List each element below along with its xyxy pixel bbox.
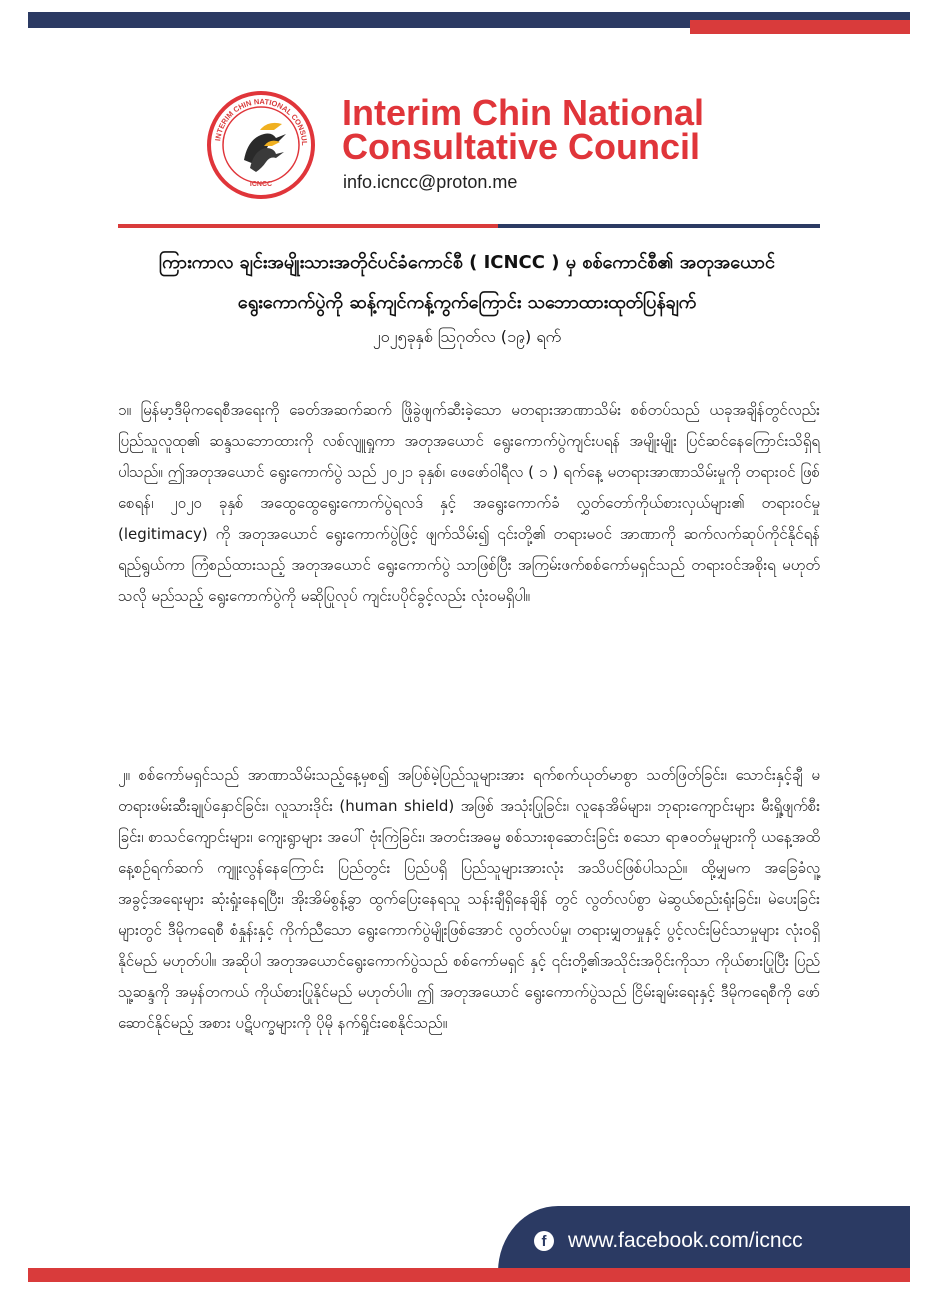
icncc-logo xyxy=(206,90,316,200)
paragraph-1: ၁။ မြန်မာ့ဒီမိုကရေစီအရေးကို ခေတ်အဆက်ဆက် ဖြိုခွဲဖျက်ဆီးခဲ့သော မတရားအာဏာသိမ်း စစ်တပ်သည် ယခုအချိန်တွင်လည်း ပြည်သူလူထု၏ ဆန္ဒသဘောထားကို လစ်လျူရှုကာ အတုအယောင် ရွေးကောက်ပွဲကျင်းပရန် အမျိုးမျိုး ပြင်ဆင်နေကြောင်းသိရှိရပါသည်။ ဤအတုအယောင် ရွေးကောက်ပွဲ သည် ၂၀၂၁ ခုနှစ်၊ ဖေဖော်ဝါရီလ ( ၁ ) ရက်နေ့ မတရားအာဏာသိမ်းမှုကို တရားဝင် ဖြစ်စေရန်၊ ၂၀၂၀ ခုနှစ် အထွေထွေရွေးကောက်ပွဲရလဒ် နှင့် အရွေးကောက်ခံ လွှတ်တော်ကိုယ်စားလှယ်များ၏ တရားဝင်မှု (legitimacy) ကို အတုအယောင် ရွေးကောက်ပွဲဖြင့် ဖျက်သိမ်း၍ ၎င်းတို့၏ တရားမဝင် အာဏာကို ဆက်လက်ဆုပ်ကိုင်နိုင်ရန် ရည်ရွယ်ကာ ကြံစည်ထားသည့် အတုအယောင် ရွေးကောက်ပွဲ သာဖြစ်ပြီး အကြမ်းဖက်စစ်ကော်မရှင်သည် တရားဝင်အစိုးရ မဟုတ်သလို မည်သည့် ရွေးကောက်ပွဲကို မဆိုပြုလုပ် ကျင်းပပိုင်ခွင့်လည်း လုံးဝမရှိပါ။ xyxy=(118,401,820,605)
organization-name xyxy=(342,92,705,167)
org-name-line2: Consultative Council xyxy=(342,126,701,167)
header-divider xyxy=(118,224,820,228)
contact-email: info.icncc@proton.me xyxy=(343,172,518,192)
top-red-stripe xyxy=(690,20,910,34)
org-name-line1: Interim Chin National xyxy=(342,92,705,133)
footer-red-stripe xyxy=(28,1268,910,1282)
statement-title-line1: ကြားကာလ ချင်းအမျိုးသားအတိုင်ပင်ခံကောင်စီ ( ICNCC ) မှ စစ်ကောင်စီ၏ အတုအယောင် xyxy=(159,252,775,273)
facebook-url[interactable]: www.facebook.com/icncc xyxy=(568,1229,803,1252)
top-color-band xyxy=(28,12,910,34)
facebook-icon: f xyxy=(534,1231,554,1251)
svg-text:ICNCC: ICNCC xyxy=(249,181,273,188)
paragraph-2: ၂။ စစ်ကော်မရှင်သည် အာဏာသိမ်းသည့်နေ့မှစ၍ အပြစ်မဲ့ပြည်သူများအား ရက်စက်ယုတ်မာစွာ သတ်ဖြတ်ခြင်း၊ သောင်းနှင့်ချီ မတရားဖမ်းဆီးချုပ်နှောင်ခြင်း၊ လူသားဒိုင်း (human shield) အဖြစ် အသုံးပြုခြင်း၊ လူနေအိမ်များ၊ ဘုရားကျောင်းများ မီးရှို့ဖျက်စီးခြင်း၊ စာသင်ကျောင်းများ၊ ကျေးရွာများ အပေါ် ဗုံးကြဲခြင်း၊ အတင်းအဓမ္မ စစ်သားစုဆောင်းခြင်း စသော ရာဇဝတ်မှုများကို ယနေ့အထိ နေ့စဉ်ရက်ဆက် ကျူးလွန်နေကြောင်း ပြည်တွင်း ပြည်ပရှိ ပြည်သူများအားလုံး အသိပင်ဖြစ်ပါသည်။ ထို့မျှမက အခြေခံလူ့အခွင့်အရေးများ ဆုံးရှုံးနေရပြီး၊ အိုးအိမ်စွန့်ခွာ ထွက်ပြေးနေရသူ သန်းချီရှိနေချိန် တွင် လွတ်လပ်စွာ မဲဆွယ်စည်းရုံးခြင်း၊ မဲပေးခြင်းများတွင် ဒီမိုကရေစီ စံနှုန်းနှင့် ကိုက်ညီသော ရွေးကောက်ပွဲမျိုးဖြစ်အောင် လွတ်လပ်မှု၊ တရားမျှတမှုနှင့် ပွင့်လင်းမြင်သာမှုများ လုံးဝရှိနိုင်မည် မဟုတ်ပါ။ အဆိုပါ အတုအယောင်ရွေးကောက်ပွဲသည် စစ်ကော်မရှင် နှင့် ၎င်းတို့၏အသိုင်းအဝိုင်းကိုသာ ကိုယ်စားပြုပြီး ပြည်သူ့ဆန္ဒကို အမှန်တကယ် ကိုယ်စားပြုနိုင်မည် မဟုတ်ပါ။ ဤ အတုအယောင် ရွေးကောက်ပွဲသည် ငြိမ်းချမ်းရေးနှင့် ဒီမိုကရေစီကို ဖော်ဆောင်နိုင်မည့် အစား ပဋိပက္ခများကို ပိုမို နက်ရှိုင်းစေနိုင်သည်။ xyxy=(118,766,820,1032)
statement-title-line2: ရွေးကောက်ပွဲကို ဆန့်ကျင်ကန့်ကွက်ကြောင်း သဘောထားထုတ်ပြန်ချက် xyxy=(237,292,697,313)
facebook-link[interactable] xyxy=(534,1229,803,1253)
svg-text:INTERIM CHIN NATIONAL CONSULTA: INTERIM CHIN NATIONAL CONSUL xyxy=(213,96,310,146)
statement-date: ၂၀၂၅ခုနှစ် ဩဂုတ်လ (၁၉) ရက် xyxy=(372,327,562,346)
